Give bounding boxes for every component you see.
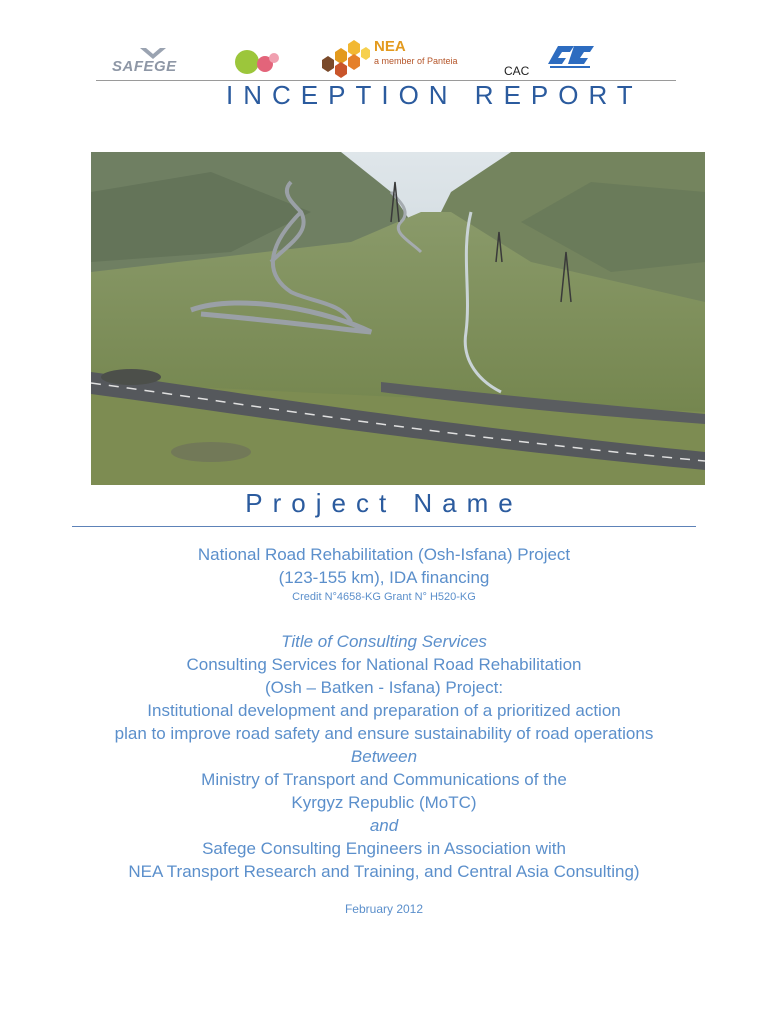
- safege-line-2: NEA Transport Research and Training, and Central Asia Consulting): [128, 862, 640, 881]
- between-label: Between: [350, 747, 418, 766]
- nea-hexagon-logo-icon: [314, 38, 370, 78]
- consulting-services-block: [60, 630, 708, 883]
- project-line-1: National Road Rehabilitation (Osh-Isfana) Project: [197, 545, 571, 564]
- project-line-2: (123-155 km), IDA financing: [278, 568, 490, 587]
- nea-logo-subtitle: a member of Panteia: [374, 56, 458, 66]
- mountain-road-photo-icon: [91, 152, 705, 485]
- cac-logo-text: CAC: [504, 64, 530, 78]
- project-info: [60, 543, 708, 605]
- services-line-3: Institutional development and preparation of a prioritized action: [147, 701, 621, 720]
- report-title: INCEPTION REPORT: [226, 80, 643, 110]
- partner-circles-logo-icon: [234, 48, 280, 76]
- cac-logo-icon: [544, 42, 598, 70]
- logo-bar: [96, 30, 676, 80]
- services-line-2: (Osh – Batken - Isfana) Project:: [264, 678, 504, 697]
- nea-logo-text: NEA: [374, 38, 406, 55]
- safege-logo-text: SAFEGE: [112, 58, 177, 75]
- services-title: Title of Consulting Services: [281, 632, 487, 651]
- project-divider: [72, 526, 696, 527]
- cover-photo: [91, 152, 705, 485]
- credit-line: Credit N°4658-KG Grant N° H520-KG: [292, 591, 476, 603]
- safege-line-1: Safege Consulting Engineers in Association with: [202, 839, 566, 858]
- project-name-heading: Project Name: [245, 488, 523, 518]
- and-label: and: [369, 816, 399, 835]
- services-line-1: Consulting Services for National Road Rehabilitation: [186, 655, 582, 674]
- report-date: February 2012: [344, 902, 424, 916]
- services-line-4: plan to improve road safety and ensure sustainability of road operations: [114, 724, 654, 743]
- ministry-line-1: Ministry of Transport and Communications of the: [201, 770, 567, 789]
- ministry-line-2: Kyrgyz Republic (MoTC): [291, 793, 477, 812]
